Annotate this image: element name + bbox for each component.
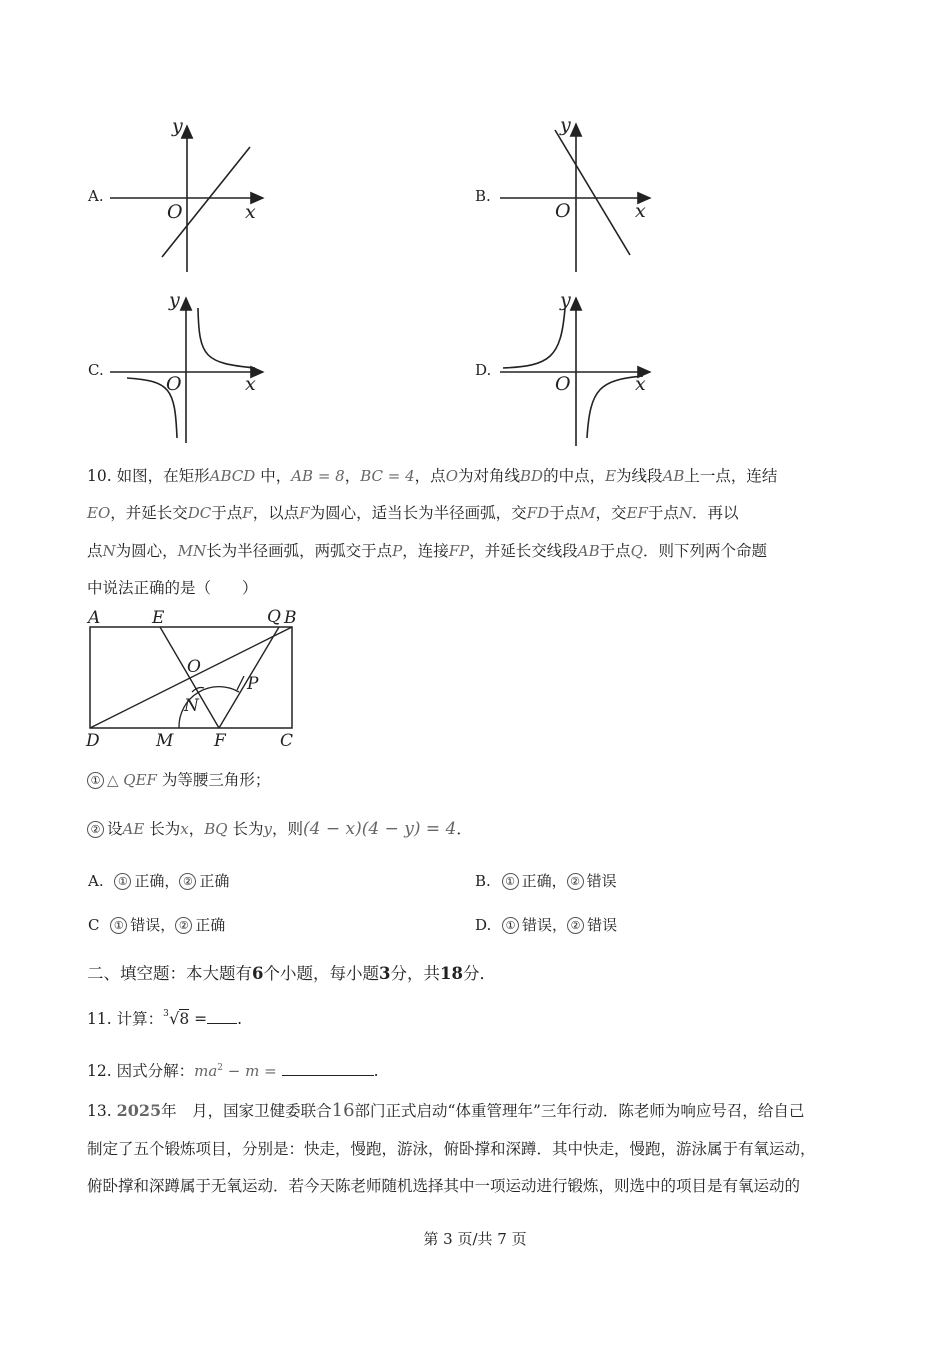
- x-label: x: [245, 373, 256, 395]
- function-line: [555, 130, 630, 255]
- section-2-heading: 二、填空题：本大题有6个小题，每小题3分，共18分．: [87, 964, 496, 983]
- option-c-label: C.: [88, 361, 104, 379]
- q12: 12. 因式分解：$ma^2 - m$ = .: [87, 1062, 379, 1081]
- q10-statement-2: ② 设AE 长为x，BQ 长为y，则(4 − x)(4 − y) = 4．: [87, 818, 867, 840]
- answer-c[interactable]: C ① 错误， ② 正确: [88, 916, 226, 934]
- point-m-label: M: [156, 731, 174, 751]
- rectangle-figure: [84, 606, 304, 752]
- cube-root: 3 √8: [163, 1009, 190, 1028]
- point-f-label: F: [214, 731, 226, 751]
- graph-a: [105, 112, 275, 277]
- hyperbola-branch-1: [198, 308, 255, 368]
- q11: 11. 计算： 3 √8 = .: [87, 1009, 243, 1028]
- point-n-label: N: [184, 696, 199, 716]
- answer-a[interactable]: A. ① 正确， ② 正确: [88, 872, 230, 890]
- y-label: y: [172, 115, 183, 137]
- page-footer: 第 3 页/共 7 页: [423, 1230, 527, 1248]
- y-label: y: [169, 289, 180, 311]
- point-e-label: E: [152, 608, 165, 628]
- point-c-label: C: [280, 731, 294, 751]
- graph-d: [495, 288, 665, 448]
- point-p-label: P: [247, 674, 259, 694]
- answer-d[interactable]: D. ① 错误， ② 错误: [475, 916, 618, 934]
- point-o-label: O: [187, 657, 201, 677]
- origin-label: O: [166, 373, 182, 395]
- y-label: y: [560, 114, 571, 136]
- option-d-label: D.: [475, 361, 492, 379]
- q10-statement-1: ① △ QEF 为等腰三角形；: [87, 769, 867, 791]
- q10-line-2: EO，并延长交DC于点F，以点F为圆心，适当长为半径画弧，交FD于点M，交EF于点N．再以: [87, 504, 739, 522]
- y-label: y: [560, 289, 571, 311]
- origin-label: O: [167, 201, 183, 223]
- graph-b: [495, 112, 665, 277]
- point-d-label: D: [86, 731, 100, 751]
- option-b-label: B.: [475, 187, 491, 205]
- q10-line-3: 点N为圆心，MN长为半径画弧，两弧交于点P，连接FP，并延长交线段AB于点Q．则下列两个命题: [87, 542, 767, 560]
- point-b-label: B: [284, 608, 297, 628]
- q10-line-1: 10. 如图，在矩形ABCD 中，AB = 8，BC = 4，点O为对角线BD的中点，E为线段AB上一点，连结: [87, 467, 778, 485]
- x-label: x: [245, 201, 256, 223]
- graph-c: [105, 288, 275, 448]
- q10-line-4: 中说法正确的是（ ）: [87, 579, 258, 597]
- origin-label: O: [555, 373, 571, 395]
- x-label: x: [635, 373, 646, 395]
- point-a-label: A: [88, 608, 101, 628]
- q13-line-3: 俯卧撑和深蹲属于无氧运动．若今天陈老师随机选择其中一项运动进行锻炼，则选中的项目是有氧运动的: [87, 1177, 801, 1195]
- q11-answer-blank[interactable]: [207, 1009, 237, 1024]
- q13-line-1: 13. 2025年 月，国家卫健委联合16部门正式启动“体重管理年”三年行动．陈老师为响应号召，给自己: [87, 1100, 805, 1121]
- answer-b[interactable]: B. ① 正确， ② 错误: [475, 872, 617, 890]
- point-q-label: Q: [267, 607, 281, 627]
- option-a-label: A.: [88, 187, 104, 205]
- q12-answer-blank[interactable]: [282, 1061, 374, 1076]
- hyperbola-branch-1: [503, 308, 565, 368]
- q13-line-2: 制定了五个锻炼项目，分别是：快走，慢跑，游泳，俯卧撑和深蹲．其中快走，慢跑，游泳属于有氧运动，: [87, 1140, 816, 1158]
- x-label: x: [635, 200, 646, 222]
- origin-label: O: [555, 200, 571, 222]
